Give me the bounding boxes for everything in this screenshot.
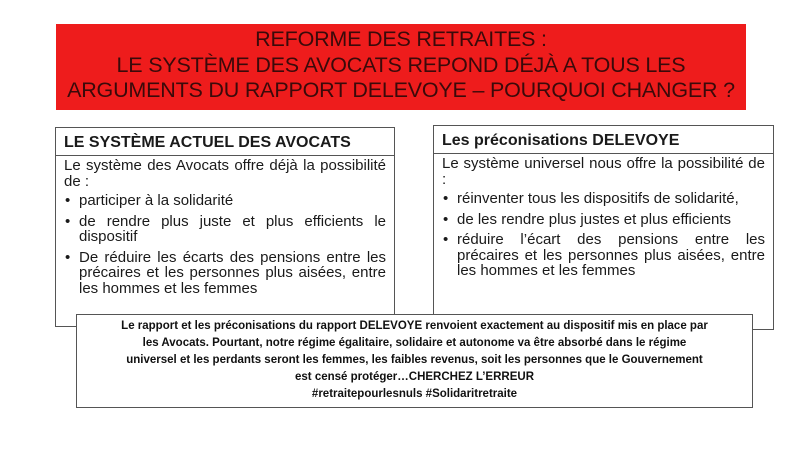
list-item: • participer à la solidarité [64, 193, 386, 209]
current-system-list [64, 193, 386, 296]
delevoye-intro: Le système universel nous offre la possibilité de : [442, 155, 765, 188]
delevoye-title: Les préconisations DELEVOYE [434, 126, 773, 154]
hashtags: #retraitepourlesnuls #Solidaritretraite [311, 388, 518, 400]
current-system-box [55, 127, 395, 327]
list-item: • réinventer tous les dispositifs de solidarité, [442, 191, 765, 207]
banner-line-3: ARGUMENTS DU RAPPORT DELEVOYE – POURQUOI CHANGER ? [67, 78, 735, 102]
current-system-intro: Le système des Avocats offre déjà la possibilité de : [64, 157, 386, 190]
delevoye-box [433, 125, 774, 330]
note-line-4: est censé protéger…CHERCHEZ L’ERREUR [295, 371, 534, 383]
note-line-3: universel et les perdants seront les femmes, les faibles revenus, soit les personnes que le Gouvernement [126, 354, 703, 366]
delevoye-body [434, 154, 773, 279]
current-system-body [56, 156, 394, 296]
list-item: • de rendre plus juste et plus efficients le dispositif [64, 214, 386, 245]
list-item: • réduire l’écart des pensions entre les précaires et les personnes plus aisées, entre les hommes et les femmes [442, 232, 765, 279]
note-line-2: les Avocats. Pourtant, notre régime égalitaire, solidaire et autonome va être absorbé dans le régime [142, 337, 687, 349]
conclusion-note [76, 314, 753, 408]
list-item: • De réduire les écarts des pensions entre les précaires et les personnes plus aisées, entre les hommes et les femmes [64, 250, 386, 297]
delevoye-list [442, 191, 765, 279]
banner-line-1: REFORME DES RETRAITES : [255, 27, 547, 51]
list-item: • de les rendre plus justes et plus efficients [442, 212, 765, 228]
note-line-1: Le rapport et les préconisations du rapport DELEVOYE renvoient exactement au dispositif mis en place par [121, 320, 708, 332]
title-banner [56, 24, 746, 110]
banner-line-2: LE SYSTÈME DES AVOCATS REPOND DÉJÀ A TOUS LES [116, 52, 686, 77]
current-system-title: LE SYSTÈME ACTUEL DES AVOCATS [56, 128, 394, 156]
